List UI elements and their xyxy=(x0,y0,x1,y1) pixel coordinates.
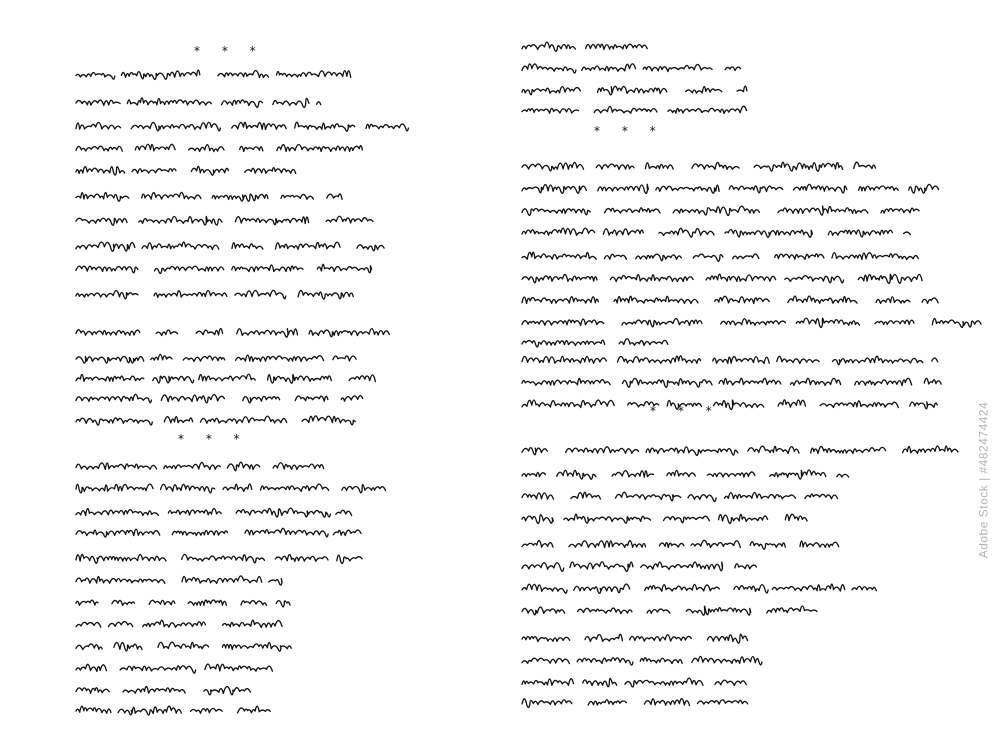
watermark-text: Adobe Stock | #482474424 xyxy=(976,401,991,559)
handwritten-line xyxy=(74,348,364,366)
ink-path xyxy=(522,318,981,327)
ink-path xyxy=(522,400,937,410)
ink-stroke xyxy=(74,410,374,428)
ink-stroke xyxy=(74,116,404,134)
ink-stroke xyxy=(520,508,810,526)
ink-path xyxy=(522,699,748,708)
ink-path xyxy=(76,462,324,471)
handwritten-line xyxy=(520,508,810,526)
handwritten-line xyxy=(520,312,980,330)
ink-path xyxy=(76,416,355,425)
ink-path xyxy=(76,98,321,107)
ink-path xyxy=(76,192,342,201)
ink-stroke xyxy=(520,692,750,710)
handwritten-line xyxy=(74,592,294,610)
ink-stroke xyxy=(520,156,880,174)
ink-path xyxy=(76,166,296,175)
ink-path xyxy=(76,122,408,131)
ink-path xyxy=(522,296,938,304)
ink-path xyxy=(522,678,746,687)
ink-stroke xyxy=(520,394,940,412)
ink-stroke xyxy=(74,160,304,178)
ink-stroke xyxy=(520,650,760,668)
ink-path xyxy=(522,514,807,523)
handwritten-line xyxy=(520,290,940,308)
ink-path xyxy=(522,184,939,193)
ink-path xyxy=(522,42,647,51)
ink-stroke xyxy=(520,628,770,646)
ink-stroke xyxy=(520,332,670,350)
ink-path xyxy=(76,554,362,563)
handwritten-line xyxy=(74,548,364,566)
handwritten-line xyxy=(520,156,880,174)
handwritten-line xyxy=(520,332,670,350)
ink-stroke xyxy=(74,258,374,276)
ink-stroke xyxy=(520,578,880,596)
handwritten-line xyxy=(74,502,354,520)
ink-path xyxy=(522,446,958,455)
ink-stroke xyxy=(520,178,940,196)
ink-path xyxy=(76,70,351,79)
section-divider: * * * xyxy=(594,124,665,138)
handwritten-line xyxy=(520,178,940,196)
handwritten-line xyxy=(74,570,284,588)
ink-stroke xyxy=(520,36,670,54)
ink-path xyxy=(522,562,757,572)
handwritten-line xyxy=(74,368,374,386)
handwritten-line xyxy=(74,186,344,204)
handwritten-line xyxy=(520,600,820,618)
handwritten-line xyxy=(520,486,840,504)
ink-stroke xyxy=(74,64,354,82)
handwritten-line xyxy=(520,80,750,98)
handwritten-line xyxy=(520,578,880,596)
ink-stroke xyxy=(74,700,274,718)
handwritten-line xyxy=(520,100,750,118)
handwritten-line xyxy=(74,138,374,156)
handwritten-line xyxy=(520,222,910,240)
handwritten-line xyxy=(520,464,850,482)
ink-path xyxy=(76,528,361,537)
ink-stroke xyxy=(74,186,344,204)
ink-stroke xyxy=(74,570,284,588)
handwritten-line xyxy=(74,614,304,632)
ink-stroke xyxy=(74,680,254,698)
ink-path xyxy=(76,642,291,651)
ink-path xyxy=(522,274,922,283)
ink-path xyxy=(522,339,668,347)
ink-path xyxy=(522,162,875,171)
ink-path xyxy=(76,329,389,338)
handwritten-line xyxy=(74,64,354,82)
ink-stroke xyxy=(520,312,980,330)
ink-path xyxy=(76,484,386,493)
ink-path xyxy=(76,354,356,363)
handwritten-line xyxy=(74,160,304,178)
ink-path xyxy=(76,706,270,715)
ink-stroke xyxy=(520,350,940,368)
ink-path xyxy=(76,508,352,517)
handwritten-line xyxy=(74,210,374,228)
handwritten-line xyxy=(520,672,750,690)
handwritten-line xyxy=(74,456,324,474)
ink-stroke xyxy=(74,348,364,366)
handwritten-line xyxy=(74,658,274,676)
handwritten-line xyxy=(74,258,374,276)
handwritten-line xyxy=(74,236,384,254)
handwritten-line xyxy=(520,246,940,264)
ink-stroke xyxy=(74,236,384,254)
ink-stroke xyxy=(520,222,910,240)
handwritten-line xyxy=(520,692,750,710)
ink-path xyxy=(76,264,372,273)
ink-path xyxy=(76,576,282,585)
ink-path xyxy=(76,216,373,225)
handwritten-line xyxy=(74,388,364,406)
section-divider-2: * * * xyxy=(178,432,249,446)
ink-path xyxy=(76,600,290,607)
handwritten-line xyxy=(520,556,760,574)
section-divider-2: * * * xyxy=(650,404,721,418)
ink-stroke xyxy=(74,636,294,654)
handwritten-line xyxy=(520,650,760,668)
ink-stroke xyxy=(74,614,304,632)
ink-stroke xyxy=(520,268,940,286)
ink-path xyxy=(522,356,938,365)
ink-stroke xyxy=(74,456,324,474)
ink-path xyxy=(76,242,384,251)
ink-stroke xyxy=(520,290,940,308)
handwritten-line xyxy=(74,284,354,302)
ink-path xyxy=(76,144,362,151)
handwritten-line xyxy=(520,350,940,368)
handwritten-line xyxy=(74,478,384,496)
ink-stroke xyxy=(520,534,850,552)
ink-path xyxy=(76,290,353,299)
ink-stroke xyxy=(74,658,274,676)
ink-stroke xyxy=(520,486,840,504)
handwritten-line xyxy=(520,440,960,458)
ink-stroke xyxy=(74,592,294,610)
ink-stroke xyxy=(520,58,740,76)
handwritten-line xyxy=(520,36,670,54)
handwritten-line xyxy=(74,322,404,340)
ink-path xyxy=(522,470,849,479)
ink-path xyxy=(76,620,282,627)
handwritten-line xyxy=(74,680,254,698)
ink-stroke xyxy=(520,200,920,218)
section-divider: * * * xyxy=(194,44,265,58)
ink-stroke xyxy=(74,322,404,340)
ink-path xyxy=(522,206,919,215)
handwritten-line xyxy=(74,700,274,718)
ink-path xyxy=(522,228,910,237)
ink-stroke xyxy=(74,92,324,110)
ink-stroke xyxy=(520,372,940,390)
ink-stroke xyxy=(74,388,364,406)
ink-stroke xyxy=(520,556,760,574)
ink-stroke xyxy=(74,284,354,302)
ink-path xyxy=(76,664,272,673)
handwritten-line xyxy=(520,394,940,412)
handwritten-line xyxy=(520,372,940,390)
ink-stroke xyxy=(74,210,374,228)
ink-stroke xyxy=(74,368,374,386)
ink-stroke xyxy=(520,600,820,618)
handwritten-line xyxy=(74,116,404,134)
handwritten-line xyxy=(74,636,294,654)
handwritten-line xyxy=(74,522,359,540)
ink-path xyxy=(522,656,762,665)
ink-stroke xyxy=(520,246,940,264)
ink-path xyxy=(522,106,747,113)
ink-path xyxy=(522,540,839,549)
ink-stroke xyxy=(74,502,354,520)
ink-stroke xyxy=(520,80,750,98)
ink-stroke xyxy=(520,100,750,118)
ink-path xyxy=(76,394,363,403)
ink-path xyxy=(522,252,918,261)
ink-stroke xyxy=(520,672,750,690)
handwritten-line xyxy=(74,410,374,428)
ink-stroke xyxy=(520,464,850,482)
ink-stroke xyxy=(74,522,359,540)
ink-path xyxy=(522,584,876,593)
handwritten-line xyxy=(520,58,740,76)
stock-watermark xyxy=(972,330,994,630)
ink-path xyxy=(76,687,250,695)
ink-path xyxy=(76,374,375,383)
ink-stroke xyxy=(74,138,374,156)
ink-path xyxy=(522,634,748,643)
ink-stroke xyxy=(74,478,384,496)
ink-path xyxy=(522,606,817,615)
ink-stroke xyxy=(74,548,364,566)
ink-path xyxy=(522,86,747,95)
handwritten-line xyxy=(520,534,850,552)
ink-path xyxy=(522,492,838,501)
ink-path xyxy=(522,378,941,387)
handwritten-line xyxy=(520,268,940,286)
handwritten-line xyxy=(520,628,770,646)
ink-stroke xyxy=(520,440,960,458)
handwritten-line xyxy=(74,92,324,110)
handwritten-line xyxy=(520,200,920,218)
ink-path xyxy=(522,64,741,73)
